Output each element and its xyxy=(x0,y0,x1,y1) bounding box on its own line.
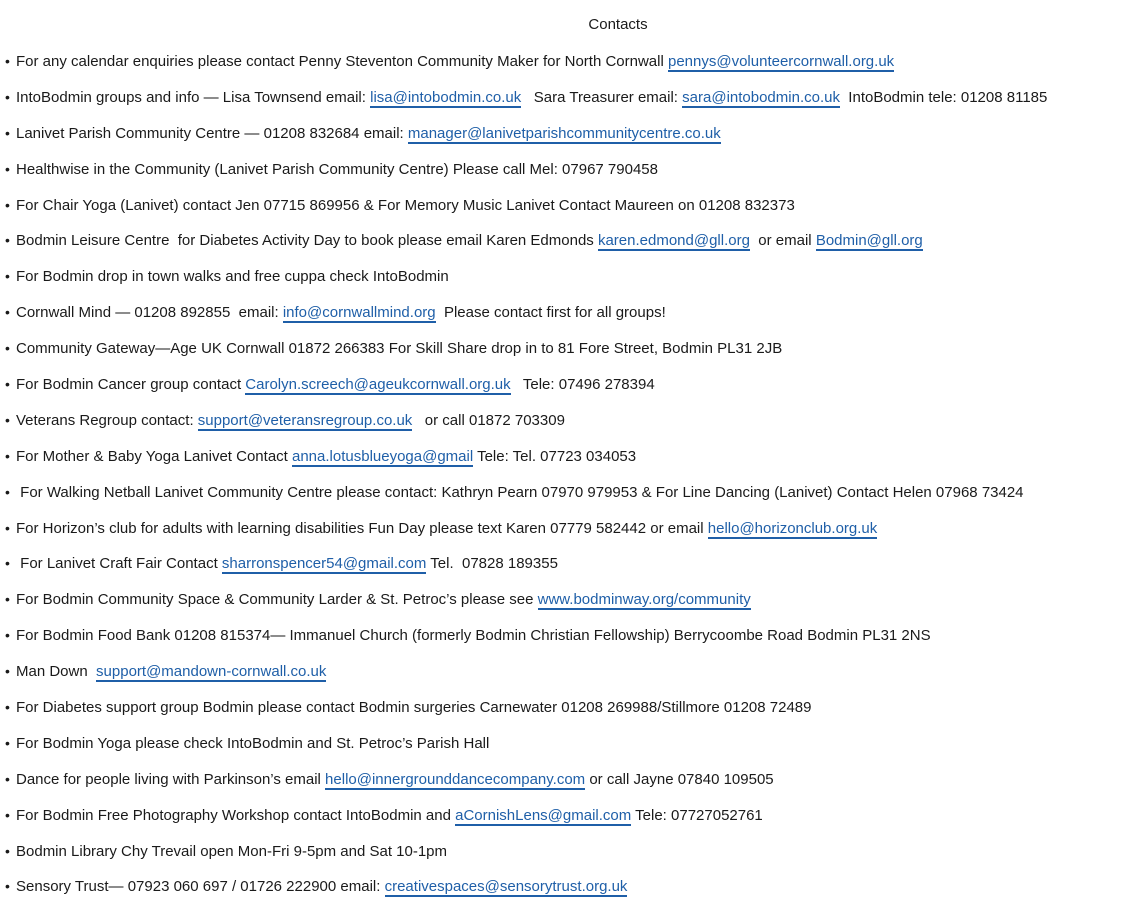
bullet-icon: • xyxy=(5,304,10,321)
contact-text: Bodmin Leisure Centre for Diabetes Activity Day to book please email Karen Edmonds xyxy=(16,232,598,250)
contact-link[interactable]: aCornishLens@gmail.com xyxy=(455,806,632,824)
contact-item xyxy=(5,87,1132,123)
contact-link[interactable]: manager@lanivetparishcommunitycentre.co.uk xyxy=(407,124,721,142)
contact-link[interactable]: pennys@volunteercornwall.org.uk xyxy=(667,53,895,70)
contact-item xyxy=(5,769,1132,805)
contact-item xyxy=(5,374,1132,410)
bullet-icon: • xyxy=(5,483,10,500)
contact-text: Tel. 07828 189355 xyxy=(426,555,558,573)
contact-item xyxy=(5,338,1132,374)
bullet-icon: • xyxy=(5,591,10,608)
bullet-icon: • xyxy=(5,160,10,177)
contact-text: For any calendar enquiries please contact Penny Steventon Community Maker for North Cornwall xyxy=(16,53,668,70)
contact-text: Please contact first for all groups! xyxy=(435,304,666,322)
contact-item xyxy=(5,625,1132,661)
contact-list xyxy=(5,51,1132,912)
contact-text: Sensory Trust— 07923 060 697 / 01726 222900 email: xyxy=(16,878,385,896)
contact-link[interactable]: sara@intobodmin.co.uk xyxy=(682,88,840,106)
contact-text: Bodmin Library Chy Trevail open Mon-Fri 9-5pm and Sat 10-1pm xyxy=(16,842,448,860)
contact-link[interactable]: support@veteransregroup.co.uk xyxy=(197,411,413,429)
contact-text: Tele: 07727052761 xyxy=(631,806,763,824)
contact-link[interactable]: lisa@intobodmin.co.uk xyxy=(370,88,522,106)
contact-text: For Walking Netball Lanivet Community Centre please contact: Kathryn Pearn 07970 979953 & For Line Dancing (Lanivet) Contact Helen 07968 73424 xyxy=(16,483,1024,501)
contact-text: Community Gateway—Age UK Cornwall 01872 266383 For Skill Share drop in to 81 Fore Street, Bodmin PL31 2JB xyxy=(16,340,783,358)
contact-link[interactable]: info@cornwallmind.org xyxy=(282,304,436,322)
bullet-icon: • xyxy=(5,196,10,213)
bullet-icon: • xyxy=(5,555,10,572)
contact-text: Sara Treasurer email: xyxy=(521,88,683,106)
page-title: Contacts xyxy=(588,16,648,33)
contact-item xyxy=(5,518,1132,554)
contact-text: or call 01872 703309 xyxy=(412,411,565,429)
bullet-icon: • xyxy=(5,519,10,536)
bullet-icon: • xyxy=(5,699,10,716)
contact-text: or email xyxy=(749,232,816,250)
contact-link[interactable]: hello@horizonclub.org.uk xyxy=(707,519,878,537)
contact-item xyxy=(5,51,1132,87)
bullet-icon: • xyxy=(5,340,10,357)
contact-link[interactable]: Carolyn.screech@ageukcornwall.org.uk xyxy=(245,376,511,394)
contact-item xyxy=(5,482,1132,518)
contact-link[interactable]: anna.lotusblueyoga@gmail xyxy=(292,447,474,465)
contact-text: Tele: 07496 278394 xyxy=(510,376,655,394)
contact-item xyxy=(5,876,1132,912)
contact-text: For Bodmin Yoga please check IntoBodmin and St. Petroc’s Parish Hall xyxy=(16,734,490,752)
bullet-icon: • xyxy=(5,88,10,105)
contact-text: Man Down xyxy=(16,663,97,681)
contact-text: For Bodmin Community Space & Community Larder & St. Petroc’s please see xyxy=(16,591,538,609)
bullet-icon: • xyxy=(5,268,10,285)
bullet-icon: • xyxy=(5,447,10,464)
contact-text: Tele: Tel. 07723 034053 xyxy=(473,447,637,465)
contact-link[interactable]: www.bodminway.org/community xyxy=(537,591,751,609)
contact-link[interactable]: sharronspencer54@gmail.com xyxy=(221,555,427,573)
contact-item xyxy=(5,805,1132,841)
contact-item xyxy=(5,159,1132,195)
contact-item xyxy=(5,553,1132,589)
contact-item xyxy=(5,589,1132,625)
contact-link[interactable]: hello@innergrounddancecompany.com xyxy=(325,770,586,788)
contact-text: For Bodmin Free Photography Workshop contact IntoBodmin and xyxy=(16,806,456,824)
bullet-icon: • xyxy=(5,842,10,859)
contact-text: IntoBodmin groups and info — Lisa Townsend email: xyxy=(16,88,371,106)
contact-text: Cornwall Mind — 01208 892855 email: xyxy=(16,304,283,322)
contact-item xyxy=(5,661,1132,697)
bullet-icon: • xyxy=(5,806,10,823)
contact-link[interactable]: creativespaces@sensorytrust.org.uk xyxy=(384,878,628,896)
bullet-icon: • xyxy=(5,627,10,644)
bullet-icon: • xyxy=(5,734,10,751)
contact-text: IntoBodmin tele: 01208 81185 xyxy=(839,88,1048,106)
bullet-icon: • xyxy=(5,878,10,895)
contact-text: Lanivet Parish Community Centre — 01208 832684 email: xyxy=(16,124,408,142)
contact-text: For Lanivet Craft Fair Contact xyxy=(16,555,222,573)
bullet-icon: • xyxy=(5,376,10,393)
contact-text: For Diabetes support group Bodmin please contact Bodmin surgeries Carnewater 01208 269988/Stillmore 01208 72489 xyxy=(16,699,812,717)
contact-text: For Mother & Baby Yoga Lanivet Contact xyxy=(16,447,292,465)
bullet-icon: • xyxy=(5,232,10,249)
bullet-icon: • xyxy=(5,411,10,428)
contact-item xyxy=(5,230,1132,266)
contact-link[interactable]: karen.edmond@gll.org xyxy=(597,232,750,250)
contact-text: For Horizon’s club for adults with learning disabilities Fun Day please text Karen 07779 582442 or email xyxy=(16,519,708,537)
bullet-icon: • xyxy=(5,663,10,680)
contact-text: Dance for people living with Parkinson’s email xyxy=(16,770,326,788)
contact-text: Veterans Regroup contact: xyxy=(16,411,198,429)
contact-item xyxy=(5,302,1132,338)
contact-item xyxy=(5,123,1132,159)
bullet-icon: • xyxy=(5,53,10,69)
contact-text: For Chair Yoga (Lanivet) contact Jen 07715 869956 & For Memory Music Lanivet Contact Maureen on 01208 832373 xyxy=(16,196,795,214)
contact-item xyxy=(5,733,1132,769)
contact-link[interactable]: Bodmin@gll.org xyxy=(815,232,923,250)
contact-item xyxy=(5,410,1132,446)
contact-text: For Bodmin Cancer group contact xyxy=(16,376,246,394)
contact-item xyxy=(5,446,1132,482)
bullet-icon: • xyxy=(5,770,10,787)
contact-item xyxy=(5,195,1132,231)
contact-text: or call Jayne 07840 109505 xyxy=(585,770,774,788)
contact-link[interactable]: support@mandown-cornwall.co.uk xyxy=(96,663,327,681)
contact-text: For Bodmin Food Bank 01208 815374— Immanuel Church (formerly Bodmin Christian Fellowship) Berrycoombe Road Bodmin PL31 2NS xyxy=(16,627,931,645)
contact-item xyxy=(5,266,1132,302)
contact-item xyxy=(5,697,1132,733)
contact-text: Healthwise in the Community (Lanivet Parish Community Centre) Please call Mel: 07967 790458 xyxy=(16,160,658,178)
bullet-icon: • xyxy=(5,124,10,141)
contact-item xyxy=(5,841,1132,877)
contact-text: For Bodmin drop in town walks and free cuppa check IntoBodmin xyxy=(16,268,449,286)
